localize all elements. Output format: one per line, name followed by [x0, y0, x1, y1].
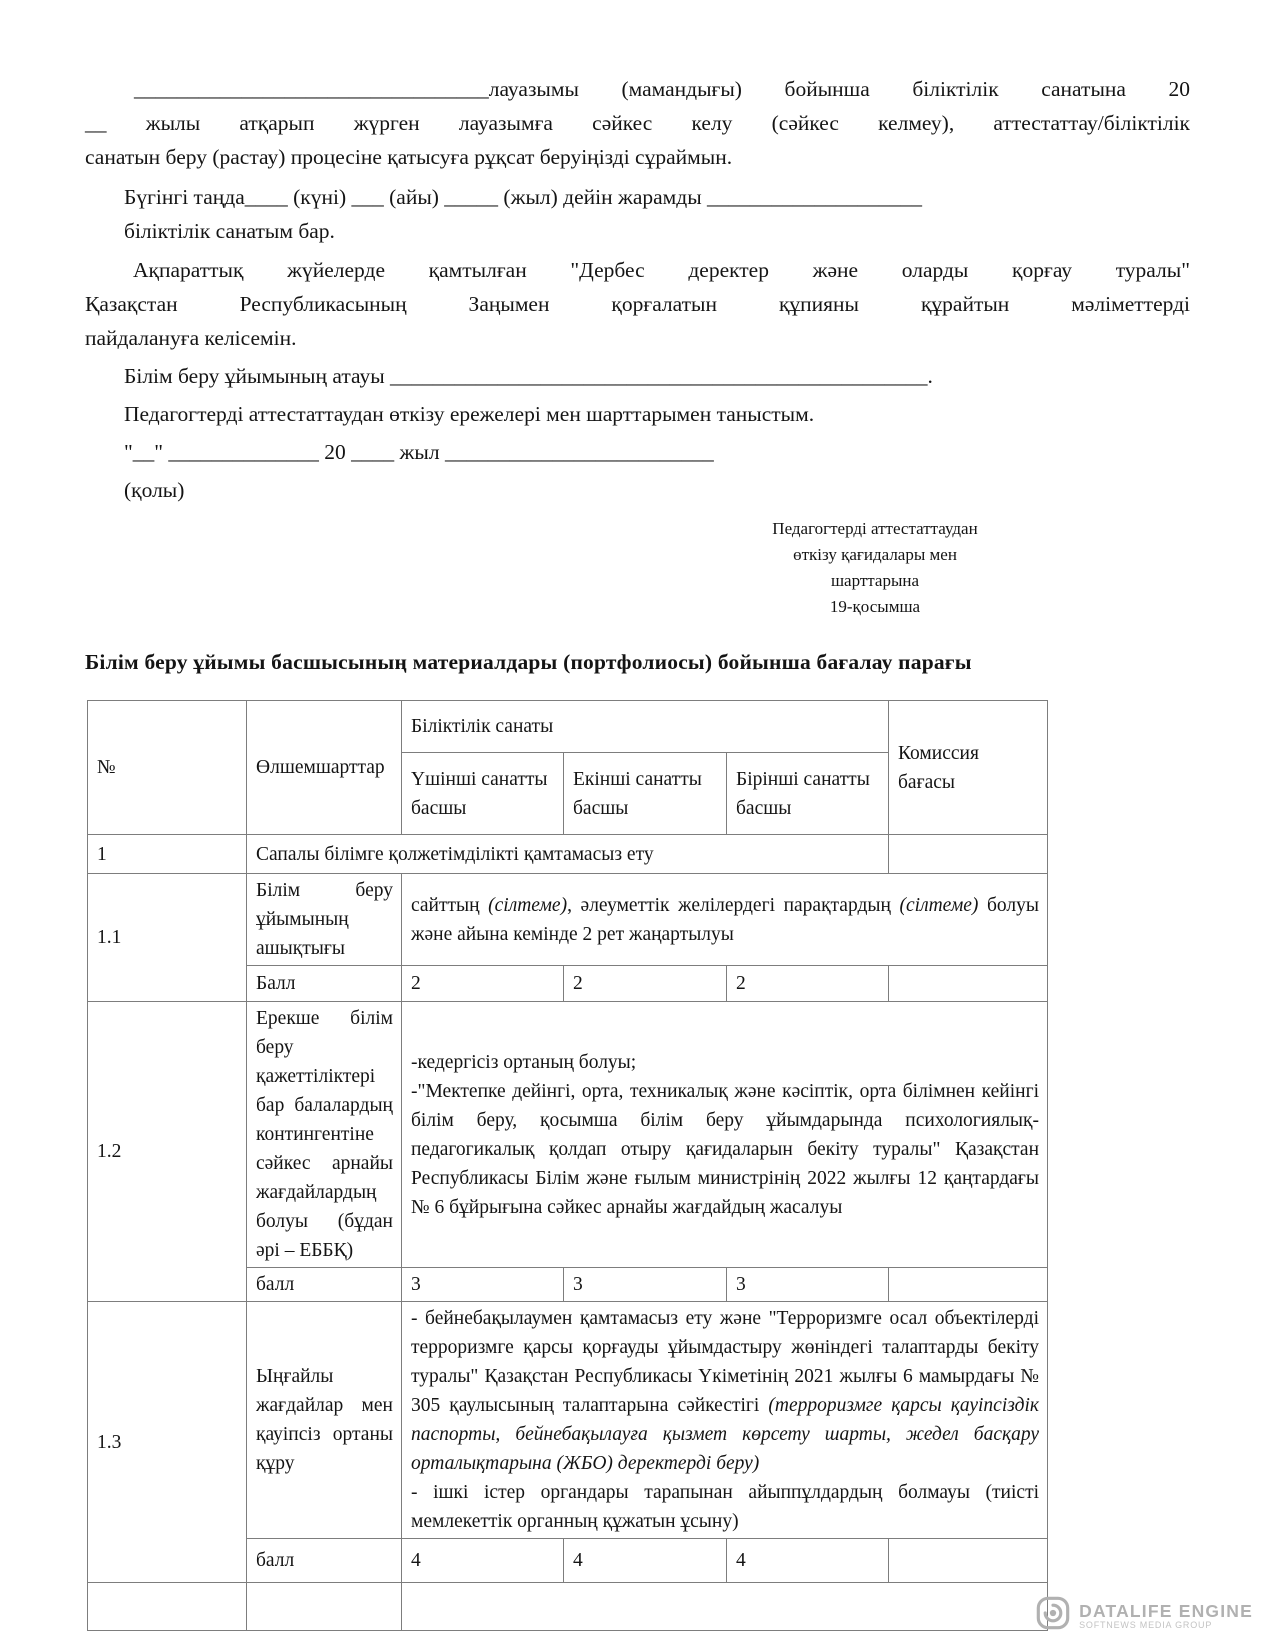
appendix-line-3: шарттарына — [830, 571, 920, 590]
indicator-line: -"Мектепке дейінгі, орта, техникалық және кәсіптік, орта білімнен кейінгі білім беру, қосымша білім беру ұйымдарында психологиялық-педагогикалық қолдап отыру қағидаларын бекіту туралы" Қазақстан Республикасы Білім және ғылым министрінің 2022 жылғы 12 қаңтардағы № 6 бұйрығына сәйкес арнайы жағдайдың жасалуы — [411, 1080, 1040, 1218]
rules-ack-line: Педагогтерді аттестаттаудан өткізу ережелері мен шарттарымен таныстым. — [124, 402, 815, 426]
score-label: балл — [247, 1268, 402, 1302]
row-1-3-description — [88, 1302, 1048, 1539]
header-number: № — [88, 701, 247, 835]
section-1-row — [88, 835, 1048, 874]
page-title: Білім беру ұйымы басшысының материалдары (портфолиосы) бойынша бағалау парағы — [85, 650, 972, 674]
evaluation-table — [87, 700, 1048, 1631]
indicator-line: -кедергісіз ортаның болуы; — [411, 1051, 637, 1073]
row-1-2-number: 1.2 — [88, 1002, 247, 1302]
row-1-4-partial-cutoff — [88, 1583, 1048, 1631]
org-name-line: Білім беру ұйымының атауы __________________________________________________. — [124, 364, 933, 388]
row-1-2-description — [88, 1002, 1048, 1268]
intro-line-2: __ жылы атқарып жүрген лауазымға сәйкес келу (сәйкес келмеу), аттестаттау/біліктілік — [85, 111, 1190, 135]
intro-line-6: Ақпараттық жүйелерде қамтылған "Дербес деректер және оларды қорғау туралы" — [133, 258, 1190, 282]
score-cat3: 4 — [402, 1539, 564, 1583]
datalife-watermark — [1035, 1595, 1253, 1636]
header-commission: Комиссия бағасы — [889, 701, 1048, 835]
row-1-2-indicator — [402, 1002, 1048, 1268]
header-category-group: Біліктілік санаты — [402, 701, 889, 753]
commission-score-cell — [889, 1539, 1048, 1583]
section-1-number: 1 — [88, 835, 247, 874]
partial-criterion-cell — [247, 1583, 402, 1631]
commission-score-cell — [889, 966, 1048, 1002]
score-cat3: 3 — [402, 1268, 564, 1302]
table-header-row-1 — [88, 701, 1048, 753]
row-1-3-criterion: Ыңғайлы жағдайлар мен қауіпсіз ортаны құру — [247, 1302, 402, 1539]
intro-line-3: санатын беру (растау) процесіне қатысуға рұқсат беруіңізді сұраймын. — [85, 145, 733, 169]
row-1-1-criterion: Білім беру ұйымының ашықтығы — [247, 874, 402, 966]
watermark-subtitle: SOFTNEWS MEDIA GROUP — [1079, 1619, 1213, 1630]
row-1-1-indicator — [402, 874, 1048, 966]
indicator-text: сайттың — [411, 894, 489, 916]
score-label: балл — [247, 1539, 402, 1583]
watermark-title: DATALIFE ENGINE — [1079, 1600, 1253, 1621]
indicator-line: - ішкі істер органдары тарапынан айыппұлдардың болмауы (тиісті мемлекеттік органның құжатын ұсыну) — [411, 1482, 1040, 1532]
indicator-italic: (сілтеме) — [488, 894, 568, 916]
blank-underline: _________________________________ — [134, 77, 489, 101]
signature-caption: (қолы) — [124, 478, 185, 502]
header-category-3: Үшінші санатты басшы — [402, 753, 564, 835]
indicator-line — [411, 1304, 1039, 1478]
appendix-line-1: Педагогтерді аттестаттаудан — [772, 519, 978, 538]
intro-line-5: біліктілік санатым бар. — [124, 219, 335, 243]
score-label: Балл — [247, 966, 402, 1002]
document-page — [85, 72, 1190, 1631]
intro-line-7: Қазақстан Республикасының Заңымен қорғалатын құпияны құрайтын мәліметтерді — [85, 292, 1190, 316]
score-cat2: 2 — [564, 966, 727, 1002]
score-cat1: 4 — [727, 1539, 889, 1583]
score-cat1: 2 — [727, 966, 889, 1002]
partial-indicator-cell — [402, 1583, 1048, 1631]
partial-number-cell — [88, 1583, 247, 1631]
intro-line-8: пайдалануға келісемін. — [85, 326, 297, 350]
datalife-logo-icon — [1035, 1595, 1071, 1636]
header-criteria: Өлшемшарттар — [247, 701, 402, 835]
intro-line-1-text: лауазымы (мамандығы) бойынша біліктілік санатына 20 — [488, 77, 1190, 101]
commission-score-cell — [889, 835, 1048, 874]
header-category-1: Бірінші санатты басшы — [727, 753, 889, 835]
appendix-line-4: 19-қосымша — [829, 597, 921, 616]
row-1-3-indicator — [402, 1302, 1048, 1539]
appendix-reference-block — [655, 516, 1095, 620]
header-category-2: Екінші санатты басшы — [564, 753, 727, 835]
row-1-3-number: 1.3 — [88, 1302, 247, 1583]
row-1-2-criterion: Ерекше білім беру қажеттіліктері бар балалардың контингентіне сәйкес арнайы жағдайлардың болуы (бұдан әрі – ЕББҚ) — [247, 1002, 402, 1268]
commission-score-cell — [889, 1268, 1048, 1302]
row-1-1-description — [88, 874, 1048, 966]
indicator-text: - бейнебақылаумен қамтамасыз ету және "Терроризмге осал объектілерді терроризмге қарсы қорғауды ұйымдастыру жөніндегі талаптарды бекіту туралы" Қазақстан Республикасы Үкіметінің 2021 жылғы 6 мамырдағы № 305 қаулысының талаптарына сәйкестігі — [411, 1308, 1040, 1416]
indicator-text: болуы және айына кемінде 2 рет жаңартылуы — [411, 894, 1040, 945]
score-cat1: 3 — [727, 1268, 889, 1302]
intro-line-1 — [85, 72, 1190, 106]
date-signature-line: "__" ______________ 20 ____ жыл _________________________ — [124, 440, 714, 464]
score-cat2: 3 — [564, 1268, 727, 1302]
score-cat3: 2 — [402, 966, 564, 1002]
intro-line-4: Бүгінгі таңда____ (күні) ___ (айы) _____ (жыл) дейін жарамды ____________________ — [124, 185, 923, 209]
row-1-1-number: 1.1 — [88, 874, 247, 1002]
appendix-line-2: өткізу қағидалары мен — [793, 545, 957, 564]
section-1-title: Сапалы білімге қолжетімділікті қамтамасыз ету — [247, 835, 889, 874]
score-cat2: 4 — [564, 1539, 727, 1583]
indicator-italic: (терроризмге қарсы қауіпсіздік паспорты, бейнебақылауға қызмет көрсету шарты, жедел басқару орталықтарына (ЖБО) деректерді беру) — [411, 1395, 1040, 1474]
indicator-italic: (сілтеме) — [899, 894, 979, 916]
indicator-text: , әлеуметтік желілердегі парақтардың — [567, 894, 900, 916]
